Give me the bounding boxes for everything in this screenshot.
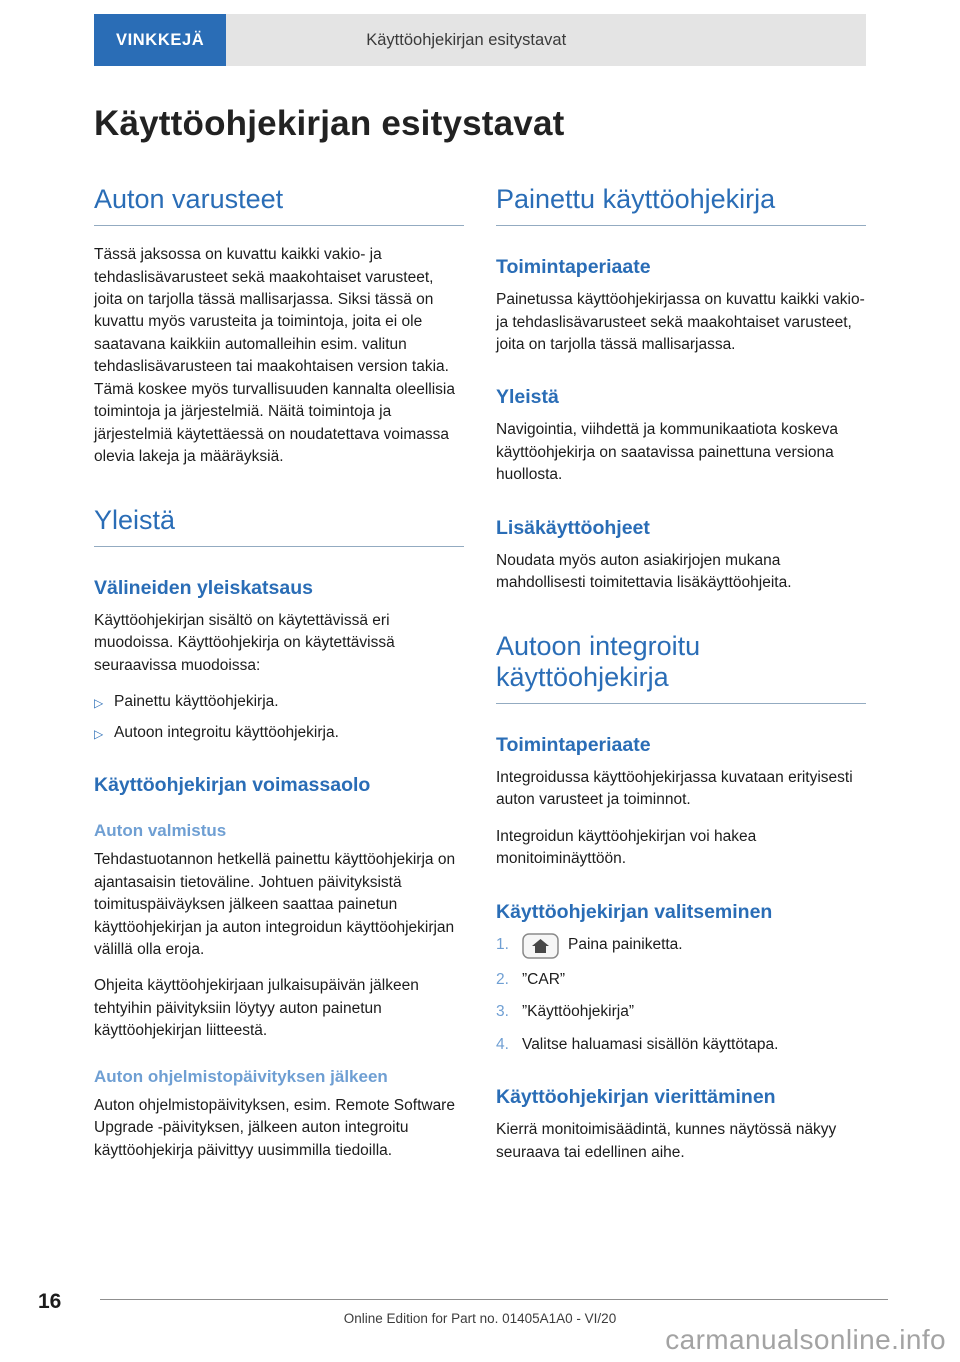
heading-auton-valmistus: Auton valmistus	[94, 821, 227, 841]
step-number: 4.	[496, 1035, 509, 1053]
left-column	[94, 184, 464, 1178]
bullet-triangle-icon: ▷	[94, 726, 104, 741]
list-item	[94, 691, 464, 713]
bullet-triangle-icon: ▷	[94, 696, 104, 711]
list-item-text: Autoon integroitu käyttöohjekirja.	[114, 723, 339, 741]
footer-divider	[100, 1299, 888, 1300]
heading-lisakayttoohjeet: Lisäkäyttöohjeet	[496, 516, 650, 539]
step-text: ”CAR”	[522, 970, 566, 988]
paragraph: Auton ohjelmistopäivityksen, esim. Remote Software Upgrade -päivityksen, jälkeen auton integroitu käyttöohjekirja päivittyy uusimmilla tiedoilla.	[94, 1096, 455, 1159]
edition-text: Online Edition for Part no. 01405A1A0 - VI/20	[343, 1311, 617, 1326]
page-number: 16	[38, 1290, 62, 1313]
heading-yleista-right: Yleistä	[496, 386, 559, 409]
heading-painettu-kayttoohjekirja: Painettu käyttöohjekirja	[496, 184, 866, 226]
watermark-text: carmanualsonline.info	[665, 1324, 946, 1355]
heading-toimintaperiaate-2: Toimintaperiaate	[496, 733, 651, 756]
paragraph: Kierrä monitoimisäädintä, kunnes näytössä näkyy seuraava tai edellinen aihe.	[496, 1121, 837, 1161]
home-button-icon	[522, 933, 559, 959]
content-columns	[94, 184, 866, 1178]
page-header	[94, 14, 866, 66]
step-text: Paina painiketta.	[568, 935, 683, 953]
heading-toimintaperiaate-1: Toimintaperiaate	[496, 256, 651, 279]
paragraph: Noudata myös auton asiakirjojen mukana mahdollisesti toimitettavia lisäkäyttöohjeita.	[496, 551, 792, 592]
header-section-title: Käyttöohjekirjan esitystavat	[366, 30, 567, 49]
list-item-text: Painettu käyttöohjekirja.	[114, 693, 279, 711]
paragraph: Tässä jaksossa on kuvattu kaikki vakio- ja tehdaslisävarusteet sekä maakohtaiset varusteet, joita on tarjolla tässä mallisarjassa. Siksi tässä on kuvattu myös varusteita ja toimintoja, joita ei ole saatavana kaikkiin automalleihin esim. valitun tehdaslisävarusteen tai maakohtaisen version takia. Tämä koskee myös turvallisuuden kannalta oleellisia toimintoja ja järjestelmiä. Näitä toimintoja ja järjestelmiä käytettäessä on noudatettava voimassa olevia lakeja ja määräyksiä.	[94, 246, 455, 466]
heading-yleista-left: Yleistä	[94, 505, 464, 547]
paragraph: Integroidun käyttöohjekirjan voi hakea monitoiminäyttöön.	[496, 827, 757, 868]
step-item	[496, 1001, 866, 1023]
step-text: ”Käyttöohjekirja”	[522, 1003, 634, 1021]
heading-auton-varusteet: Auton varusteet	[94, 184, 464, 226]
heading-autoon-integroitu: Autoon integroitu käyttöohjekirja	[496, 631, 866, 704]
heading-voimassaolo: Käyttöohjekirjan voimassaolo	[94, 774, 371, 797]
heading-vierittaminen: Käyttöohjekirjan vierittäminen	[496, 1086, 776, 1109]
page-title: Käyttöohjekirjan esitystavat	[94, 104, 565, 143]
step-item	[496, 1034, 866, 1056]
step-text: Valitse haluamasi sisällön käyttötapa.	[522, 1035, 779, 1053]
paragraph: Tehdastuotannon hetkellä painettu käyttöohjekirja on ajantasaisin tietoväline. Johtuen päivityksistä toimituspäiväyksen jälkeen saattaa painetun käyttöohjekirjan ja auton integroidun käyttöohjekirjan välillä olla eroja.	[94, 851, 456, 958]
chapter-badge: VINKKEJÄ	[94, 14, 226, 66]
step-number: 3.	[496, 1003, 509, 1021]
numbered-steps	[496, 934, 866, 1056]
list-item	[94, 722, 464, 744]
paragraph: Painetussa käyttöohjekirjassa on kuvattu kaikki vakio- ja tehdaslisävarusteet sekä maakohtaiset varusteet, joita on tarjolla tässä mallisarjassa.	[496, 291, 865, 353]
heading-valitseminen: Käyttöohjekirjan valitseminen	[496, 900, 773, 923]
page-footer	[0, 1272, 960, 1362]
heading-ohjelmistopaivitys: Auton ohjelmistopäivityksen jälkeen	[94, 1066, 388, 1086]
step-number: 1.	[496, 935, 509, 953]
step-item	[496, 934, 866, 959]
paragraph: Ohjeita käyttöohjekirjaan julkaisupäivän jälkeen tehtyihin päivityksiin löytyy auton painetun käyttöohjekirjan liitteestä.	[94, 977, 419, 1040]
paragraph: Navigointia, viihdettä ja kommunikaatiota koskeva käyttöohjekirja on saatavissa painettuna versiona huollosta.	[496, 421, 839, 484]
step-number: 2.	[496, 970, 509, 988]
right-column	[496, 184, 866, 1178]
header-bar	[226, 14, 866, 66]
step-item	[496, 969, 866, 991]
paragraph: Integroidussa käyttöohjekirjassa kuvataan erityisesti auton varusteet ja toiminnot.	[496, 768, 853, 809]
paragraph: Käyttöohjekirjan sisältö on käytettävissä eri muodoissa. Käyttöohjekirja on käytettävissä seuraavissa muodoissa:	[94, 611, 395, 674]
heading-valineiden-yleiskatsaus: Välineiden yleiskatsaus	[94, 576, 313, 599]
